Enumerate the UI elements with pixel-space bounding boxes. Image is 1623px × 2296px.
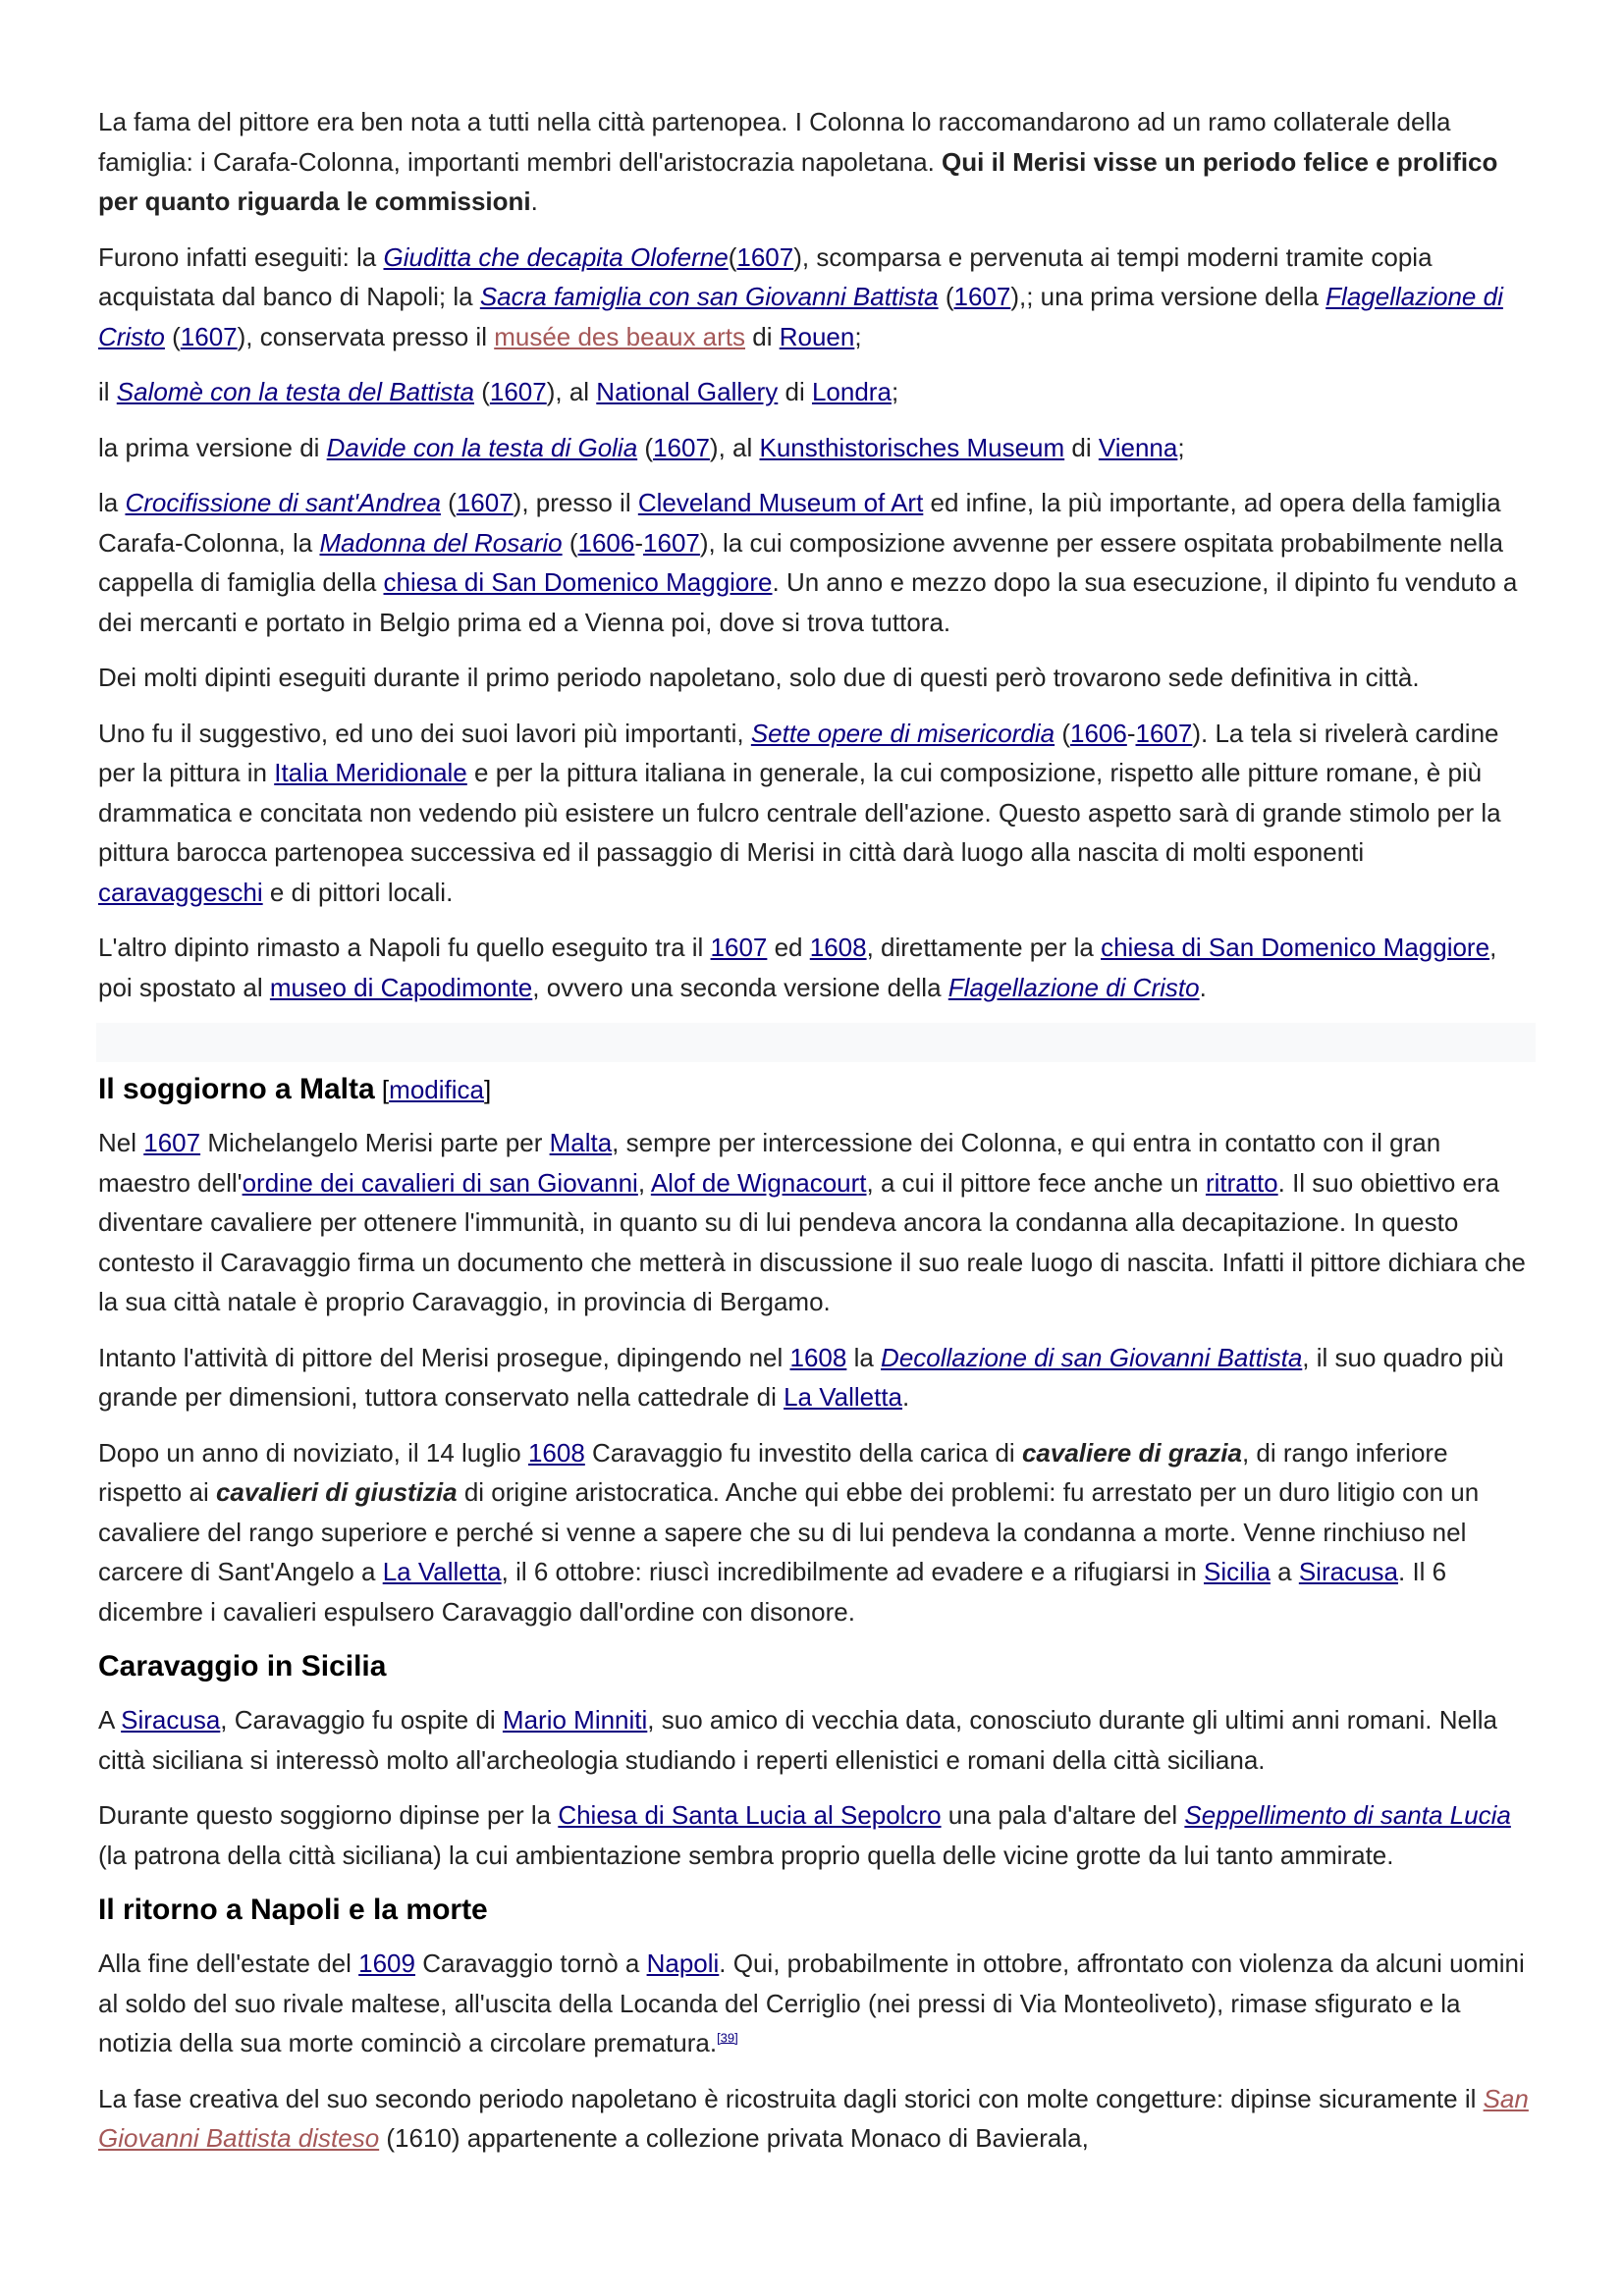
paragraph: Dei molti dipinti eseguiti durante il primo periodo napoletano, solo due di questi però trovarono sede definitiva in città.	[98, 663, 1420, 692]
section-heading-malta: Il soggiorno a Malta [modifica]	[98, 1073, 492, 1105]
section-heading-napoli: Il ritorno a Napoli e la morte	[98, 1894, 488, 1926]
link-year[interactable]: 1606	[577, 527, 635, 558]
link-flagellazione[interactable]: Flagellazione di Cristo	[947, 972, 1200, 1002]
link-londra[interactable]: Londra	[811, 377, 892, 406]
link-san-domenico[interactable]: chiesa di San Domenico Maggiore	[1101, 933, 1490, 962]
link-year[interactable]: 1607	[143, 1128, 201, 1157]
link-capodimonte[interactable]: museo di Capodimonte	[269, 972, 533, 1002]
link-mario-minniti[interactable]: Mario Minniti	[502, 1705, 648, 1735]
link-musee-beaux-arts[interactable]: musée des beaux arts	[494, 321, 746, 351]
link-seppellimento[interactable]: Seppellimento di santa Lucia	[1184, 1800, 1511, 1830]
link-malta[interactable]: Malta	[549, 1128, 613, 1157]
paragraph: La fase creativa del suo secondo periodo napoletano è ricostruita dagli storici con molte congetture: dipinse sicuramente il San Giovanni Battista disteso (1610) appartenente a collezione privata Monaco di Bavierala,	[98, 2083, 1529, 2153]
link-cleveland-museum[interactable]: Cleveland Museum of Art	[637, 488, 924, 517]
link-year[interactable]: 1609	[358, 1949, 415, 1978]
paragraph: la Crocifissione di sant'Andrea (1607), presso il Cleveland Museum of Art ed infine, la più importante, ad opera della famiglia Carafa-Colonna, la Madonna del Rosario (1606-1607), la cui composizione avvenne per essere ospitata probabilmente nella cappella di famiglia della chiesa di San Domenico Maggiore. Un anno e mezzo dopo la sua esecuzione, il dipinto fu venduto a dei mercanti e portato in Belgio prima ed a Vienna poi, dove si trova tuttora.	[98, 488, 1518, 637]
link-year[interactable]: 1608	[789, 1342, 847, 1372]
bold-italic-text: cavalieri di giustizia	[215, 1477, 458, 1507]
link-la-valletta[interactable]: La Valletta	[382, 1557, 502, 1586]
link-san-domenico[interactable]: chiesa di San Domenico Maggiore	[383, 567, 773, 597]
link-year[interactable]: 1608	[527, 1437, 585, 1468]
paragraph: Nel 1607 Michelangelo Merisi parte per Malta, sempre per intercessione dei Colonna, e qui entra in contatto con il gran maestro dell'ordine dei cavalieri di san Giovanni, Alof de Wignacourt, a cui il pittore fece anche un ritratto. Il suo obiettivo era diventare cavaliere per ottenere l'immunità, in quanto su di lui pendeva ancora la condanna alla decapitazione. In questo contesto il Caravaggio firma un documento che metterà in discussione il suo reale luogo di nascita. Infatti il pittore dichiara che la sua città natale è proprio Caravaggio, in provincia di Bergamo.	[98, 1128, 1526, 1316]
edit-section: [modifica]	[374, 1075, 492, 1104]
link-year[interactable]: 1607	[1135, 718, 1193, 748]
link-chiesa-santa-lucia[interactable]: Chiesa di Santa Lucia al Sepolcro	[558, 1800, 942, 1830]
link-rouen[interactable]: Rouen	[779, 321, 855, 351]
link-italia-meridionale[interactable]: Italia Meridionale	[274, 758, 467, 787]
link-caravaggeschi[interactable]: caravaggeschi	[98, 877, 263, 907]
link-napoli[interactable]: Napoli	[646, 1949, 720, 1978]
link-kunsthistorisches[interactable]: Kunsthistorisches Museum	[759, 432, 1065, 462]
paragraph: Uno fu il suggestivo, ed uno dei suoi lavori più importanti, Sette opere di misericordia (1606-1607). La tela si rivelerà cardine per la pittura in Italia Meridionale e per la pittura italiana in generale, la cui composizione, rispetto alle pitture romane, è più drammatica e concitata non vedendo più esistere un fulcro centrale dell'azione. Questo aspetto sarà di grande stimolo per la pittura barocca partenopea successiva ed il passaggio di Merisi in città darà luogo alla nascita di molti esponenti caravaggeschi e di pittori locali.	[98, 718, 1501, 907]
link-ritratto[interactable]: ritratto	[1205, 1167, 1278, 1198]
link-sette-opere[interactable]: Sette opere di misericordia	[750, 718, 1055, 748]
link-davide[interactable]: Davide con la testa di Golia	[326, 432, 638, 462]
paragraph: Durante questo soggiorno dipinse per la Chiesa di Santa Lucia al Sepolcro una pala d'altare del Seppellimento di santa Lucia (la patrona della città siciliana) la cui ambientazione sembra proprio quella delle vicine grotte da lui tanto ammirate.	[98, 1800, 1511, 1870]
reference-sup	[717, 2030, 738, 2045]
link-vienna[interactable]: Vienna	[1098, 432, 1178, 462]
paragraph: Alla fine dell'estate del 1609 Caravaggio tornò a Napoli. Qui, probabilmente in ottobre, affrontato con violenza da alcuni uomini al soldo del suo rivale maltese, all'uscita della Locanda del Cerriglio (nei pressi di Via Monteoliveto), rimase sfigurato e la notizia della sua morte cominciò a circolare prematura.[39]	[98, 1949, 1525, 2057]
link-salome[interactable]: Salomè con la testa del Battista	[116, 377, 474, 406]
bold-text: Qui il Merisi visse un periodo felice e prolifico per quanto riguarda le commissioni	[98, 146, 1498, 216]
paragraph: Intanto l'attività di pittore del Merisi prosegue, dipingendo nel 1608 la Decollazione di san Giovanni Battista, il suo quadro più grande per dimensioni, tuttora conservato nella cattedrale di La Valletta.	[98, 1342, 1504, 1412]
link-year[interactable]: 1607	[953, 282, 1011, 311]
link-year[interactable]: 1607	[456, 488, 514, 517]
link-year[interactable]: 1606	[1069, 718, 1127, 748]
reference-link[interactable]: [39]	[717, 2030, 738, 2046]
link-sacra-famiglia[interactable]: Sacra famiglia con san Giovanni Battista	[479, 282, 939, 311]
link-year[interactable]: 1607	[489, 377, 547, 406]
link-year[interactable]: 1607	[710, 933, 768, 962]
bold-italic-text: cavaliere di grazia	[1021, 1437, 1242, 1468]
article-content	[98, 102, 1534, 2174]
section-separator	[96, 1023, 1536, 1062]
link-siracusa[interactable]: Siracusa	[1298, 1557, 1398, 1586]
link-flagellazione[interactable]: Flagellazione di Cristo	[98, 282, 1503, 351]
link-year[interactable]: 1607	[653, 432, 710, 462]
paragraph: La fama del pittore era ben nota a tutti nella città partenopea. I Colonna lo raccomandarono ad un ramo collaterale della famiglia: i Carafa-Colonna, importanti membri dell'aristocrazia napoletana. Qui il Merisi visse un periodo felice e prolifico per quanto riguarda le commissioni.	[98, 107, 1498, 216]
link-madonna-rosario[interactable]: Madonna del Rosario	[319, 527, 563, 558]
link-year[interactable]: 1607	[643, 527, 700, 558]
paragraph: Dopo un anno di noviziato, il 14 luglio 1608 Caravaggio fu investito della carica di cavaliere di grazia, di rango inferiore rispetto ai cavalieri di giustizia di origine aristocratica. Anche qui ebbe dei problemi: fu arrestato per un duro litigio con un cavaliere del rango superiore e perché si venne a sapere che su di lui pendeva la condanna a morte. Venne rinchiuso nel carcere di Sant'Angelo a La Valletta, il 6 ottobre: riuscì incredibilmente ad evadere e a rifugiarsi in Sicilia a Siracusa. Il 6 dicembre i cavalieri espulsero Caravaggio dall'ordine con disonore.	[98, 1437, 1480, 1627]
paragraph: L'altro dipinto rimasto a Napoli fu quello eseguito tra il 1607 ed 1608, direttamente per la chiesa di San Domenico Maggiore, poi spostato al museo di Capodimonte, ovvero una seconda versione della Flagellazione di Cristo.	[98, 933, 1497, 1002]
link-year[interactable]: 1608	[809, 933, 867, 962]
link-year[interactable]: 1607	[180, 321, 238, 351]
link-crocifissione[interactable]: Crocifissione di sant'Andrea	[125, 488, 441, 517]
link-siracusa[interactable]: Siracusa	[121, 1705, 221, 1735]
paragraph: Furono infatti eseguiti: la Giuditta che decapita Oloferne(1607), scomparsa e pervenuta ai tempi moderni tramite copia acquistata dal banco di Napoli; la Sacra famiglia con san Giovanni Battista (1607),; una prima versione della Flagellazione di Cristo (1607), conservata presso il musée des beaux arts di Rouen;	[98, 241, 1503, 351]
paragraph: A Siracusa, Caravaggio fu ospite di Mario Minniti, suo amico di vecchia data, conosciuto durante gli ultimi anni romani. Nella città siciliana si interessò molto all'archeologia studiando i reperti ellenistici e romani della città siciliana.	[98, 1705, 1497, 1775]
link-la-valletta[interactable]: La Valletta	[784, 1382, 903, 1412]
link-wignacourt[interactable]: Alof de Wignacourt	[650, 1167, 867, 1198]
link-sicilia[interactable]: Sicilia	[1204, 1557, 1271, 1586]
link-giuditta[interactable]: Giuditta che decapita Oloferne	[383, 241, 729, 272]
paragraph: la prima versione di Davide con la testa di Golia (1607), al Kunsthistorisches Museum di Vienna;	[98, 432, 1185, 462]
section-heading-sicilia: Caravaggio in Sicilia	[98, 1650, 387, 1682]
link-decollazione[interactable]: Decollazione di san Giovanni Battista	[881, 1342, 1303, 1372]
link-ordine-cavalieri[interactable]: ordine dei cavalieri di san Giovanni	[242, 1167, 638, 1198]
link-san-giovanni-disteso[interactable]: San Giovanni Battista disteso	[98, 2083, 1529, 2153]
link-year[interactable]: 1607	[736, 241, 794, 272]
link-national-gallery[interactable]: National Gallery	[596, 377, 779, 406]
paragraph: il Salomè con la testa del Battista (1607), al National Gallery di Londra;	[98, 377, 899, 406]
edit-link[interactable]: modifica	[389, 1075, 484, 1104]
